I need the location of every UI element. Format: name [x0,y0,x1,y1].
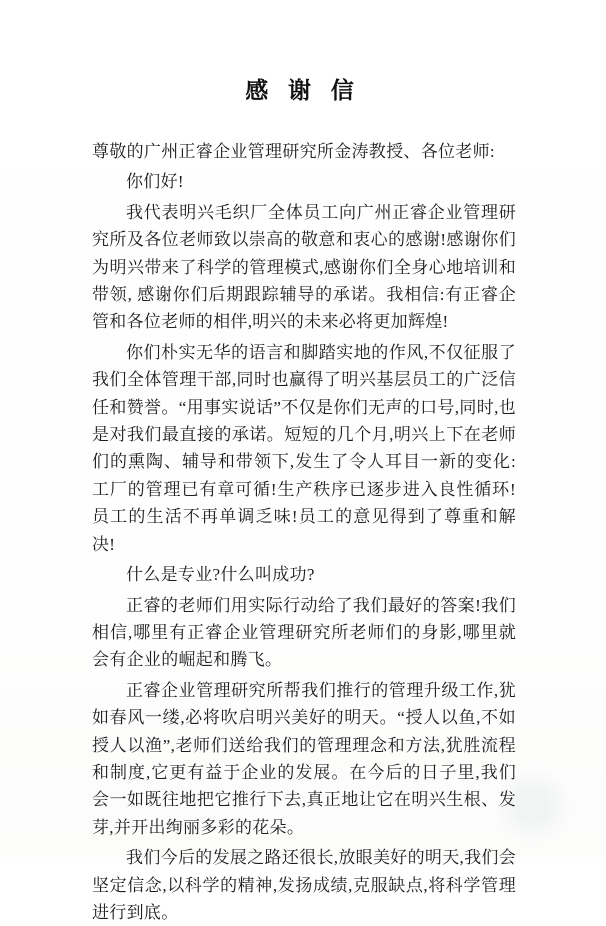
paragraph-4: 正睿的老师们用实际行动给了我们最好的答案!我们相信,哪里有正睿企业管理研究所老师们的身影,哪里就会有企业的崛起和腾飞。 [92,595,516,670]
greeting-line: 你们好! [126,172,184,192]
paragraph-5: 正睿企业管理研究所帮我们推行的管理升级工作,犹如春风一缕,必将吹启明兴美好的明天。“授人以鱼,不如授人以渔”,老师们送给我们的管理理念和方法,犹胜流程和制度,它更有益于企业的发展。在今后的日子里,我们会一如既往地把它推行下去,真正地让它在明兴生根、发芽,并开出绚丽多彩的花朵。 [92,680,516,837]
letter-body [0,138,606,926]
paragraph-3: 什么是专业?什么叫成功? [126,565,315,585]
paragraph-2: 你们朴实无华的语言和脚踏实地的作风,不仅征服了我们全体管理干部,同时也赢得了明兴基层员工的广泛信任和赞誉。“用事实说话”不仅是你们无声的口号,同时,也是对我们最直接的承诺。短短的几个月,明兴上下在老师们的熏陶、辅导和带领下,发生了令人耳目一新的变化:工厂的管理已有章可循!生产秩序已逐步进入良性循环!员工的生活不再单调乏味!员工的意见得到了尊重和解决! [92,342,516,554]
paragraph-1: 我代表明兴毛织厂全体员工向广州正睿企业管理研究所及各位老师致以崇高的敬意和衷心的感谢!感谢你们为明兴带来了科学的管理模式,感谢你们全身心地培训和带领, 感谢你们后期跟踪辅导的承诺。我相信:有正睿企管和各位老师的相伴,明兴的未来必将更加辉煌! [92,202,516,332]
letter-title: 感 谢 信 [245,78,361,103]
salutation-line: 尊敬的广州正睿企业管理研究所金涛教授、各位老师: [92,142,495,161]
paragraph-6: 我们今后的发展之路还很长,放眼美好的明天,我们会坚定信念,以科学的精神,发扬成绩,克服缺点,将科学管理进行到底。 [92,848,516,922]
